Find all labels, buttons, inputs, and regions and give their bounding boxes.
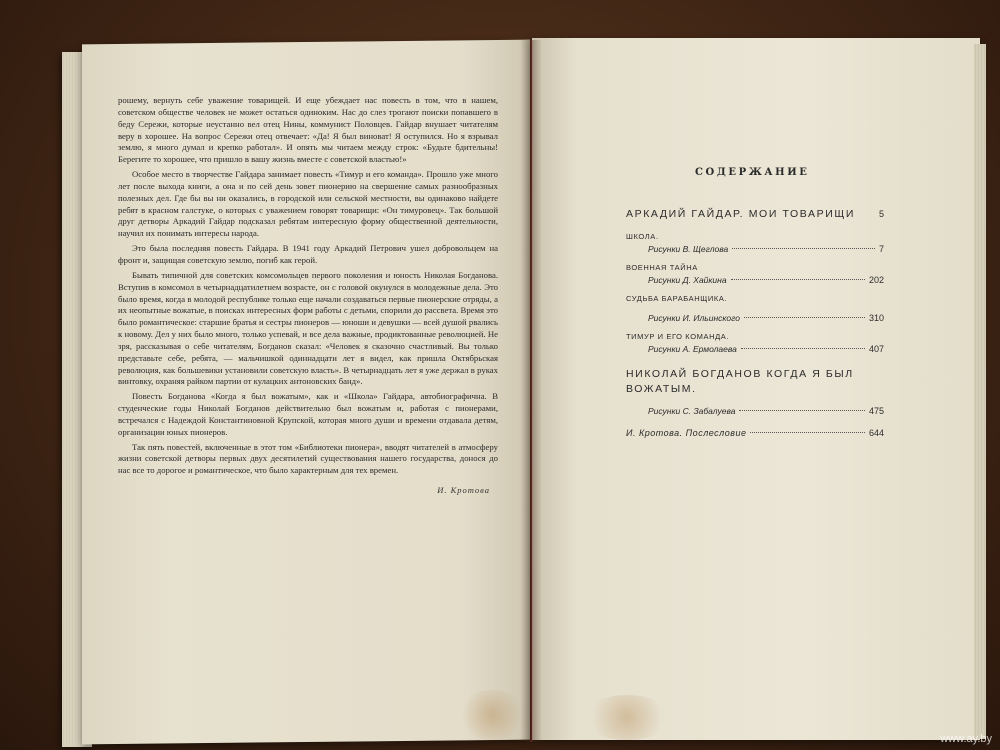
toc-entry-text: Рисунки И. Ильинского — [648, 313, 740, 323]
toc-page-number: 310 — [868, 313, 884, 323]
toc-entry-text: ВОЕННАЯ ТАЙНА — [626, 263, 698, 272]
signature: И. Кротова — [437, 485, 490, 496]
toc-page-number: 475 — [868, 406, 884, 416]
toc-entry-text: Рисунки В. Щеглова — [648, 244, 729, 254]
right-page-edge — [974, 44, 986, 739]
toc-entry-text: Рисунки С. Забалуева — [648, 406, 736, 416]
toc-page-number: 7 — [878, 244, 884, 254]
toc-page-number: 5 — [878, 209, 884, 219]
toc-illustration-entry — [626, 244, 884, 254]
toc-entry-text: Рисунки А. Ермолаева — [648, 344, 737, 354]
table-of-contents — [626, 208, 884, 438]
dot-leader — [732, 248, 875, 249]
toc-story-entry — [626, 332, 884, 341]
toc-illustration-entry — [626, 344, 884, 354]
toc-illustration-entry — [626, 313, 884, 323]
left-page-text — [118, 95, 498, 497]
dot-leader — [739, 410, 865, 411]
watermark: www.ay.by — [940, 733, 992, 745]
toc-story-entry — [626, 263, 884, 272]
toc-page-number: 644 — [868, 428, 884, 438]
toc-entry-text: ШКОЛА. — [626, 232, 659, 241]
page-stain — [582, 695, 672, 740]
toc-story-entry — [626, 232, 884, 241]
book-spine-gutter — [520, 40, 542, 742]
paragraph: Бывать типичной для советских комсомольцев первого поколения и юность Николая Богданова. Вступив в комсомол в четырнадцатилетнем возрасте, он с головой окунулся в молодежные дела. Это было время, когда в молодой республике только еще начали создаваться первые пионерские отряды, а их неопытные вожатые, в поисках интересных форм работы с детьми, спорили до рассвета. Время это было романтическое: старшие братья и сестры пионеров — юноши и девушки — всей душой рвались к новому. Дел у них было много, только успевай, и все дела важные, продиктованные революцией. Не зря, рассказывая о себе читателям, Богданов сказал: «Человек я сказочно счастливый. Вы только представьте себе, ребята, — мальчишкой одиннадцати лет я видел, как пришла Октябрьская революция, как большевики установили советскую власть». В четырнадцать лет я уже держал в руках винтовку, охраняя райком партии от кулацких антоновских банд». — [118, 269, 498, 387]
toc-entry-text: Рисунки Д. Хайкина — [648, 275, 727, 285]
paragraph: Так пять повестей, включенные в этот том «Библиотеки пионера», вводят читателей в атмосферу жизни советской детворы первых двух десятилетий существования нашего государства, донося до нас все то дорогое и романтическое, что было характерным для тех времен. — [118, 441, 498, 476]
toc-author-entry — [626, 366, 866, 396]
toc-afterword-entry — [626, 428, 884, 438]
toc-entry-text: ТИМУР И ЕГО КОМАНДА. — [626, 332, 730, 341]
toc-page-number: 202 — [868, 275, 884, 285]
dot-leader — [750, 432, 865, 433]
toc-illustration-entry — [626, 406, 884, 416]
toc-entry-text: НИКОЛАЙ БОГДАНОВ КОГДА Я БЫЛ ВОЖАТЫМ. — [626, 368, 854, 395]
toc-entry-text: АРКАДИЙ ГАЙДАР. МОИ ТОВАРИЩИ — [626, 208, 855, 220]
contents-title: СОДЕРЖАНИЕ — [695, 167, 810, 178]
dot-leader — [744, 317, 865, 318]
toc-story-entry — [626, 294, 884, 303]
page-stain — [457, 690, 527, 740]
paragraph: Это была последняя повесть Гайдара. В 1941 году Аркадий Петрович ушел добровольцем на фронт и, защищая советскую землю, погиб как герой. — [118, 243, 498, 265]
paragraph: Особое место в творчестве Гайдара занимает повесть «Тимур и его команда». Прошло уже много лет после выхода книги, а она и по сей день зовет пионерию на свершение самых разнообразных полезных дел. Где бы вы ни оказались, в городской или сельской местности, вы одинаково найдете ребят в красном галстуке, о которых с уважением говорят товарищи: «Он тимуровец». Так большой друг детворы Аркадий Гайдар подсказал ребятам интересную форму общественной деятельности, научил их понимать интересы народа. — [118, 169, 498, 239]
dot-leader — [741, 348, 865, 349]
toc-entry-text: СУДЬБА БАРАБАНЩИКА. — [626, 294, 728, 303]
paragraph: рошему, вернуть себе уважение товарищей. И еще убеждает нас повесть в том, что в нашем, советском обществе человек не может остаться одиноким. Нас до слез трогают поиски попавшего в беду Сережи, которые неустанно вел отец Нины, коммунист Половцев. Гайдар внушает читателям веру в хорошее. На вопрос Сережи отец отвечает: «Да! Я был виноват! Я оступился. Но я взрывал землю, я много думал и крепко работал». И опять мы читаем между строк: «Будьте бдительны! Берегите то хорошее, что пришло в вашу жизнь вместе с советской властью!» — [118, 95, 498, 165]
paragraph: Повесть Богданова «Когда я был вожатым», как и «Школа» Гайдара, автобиографична. В студенческие годы Николай Богданов действительно был вожатым и, работая с пионерами, встречался с Надеждой Константиновной Крупской, которая много души и времени отдавала детям, организации юных пионеров. — [118, 391, 498, 437]
toc-illustration-entry — [626, 275, 884, 285]
toc-entry-text: И. Кротова. Послесловие — [626, 428, 747, 438]
toc-page-number: 407 — [868, 344, 884, 354]
toc-author-entry — [626, 208, 884, 220]
dot-leader — [731, 279, 865, 280]
